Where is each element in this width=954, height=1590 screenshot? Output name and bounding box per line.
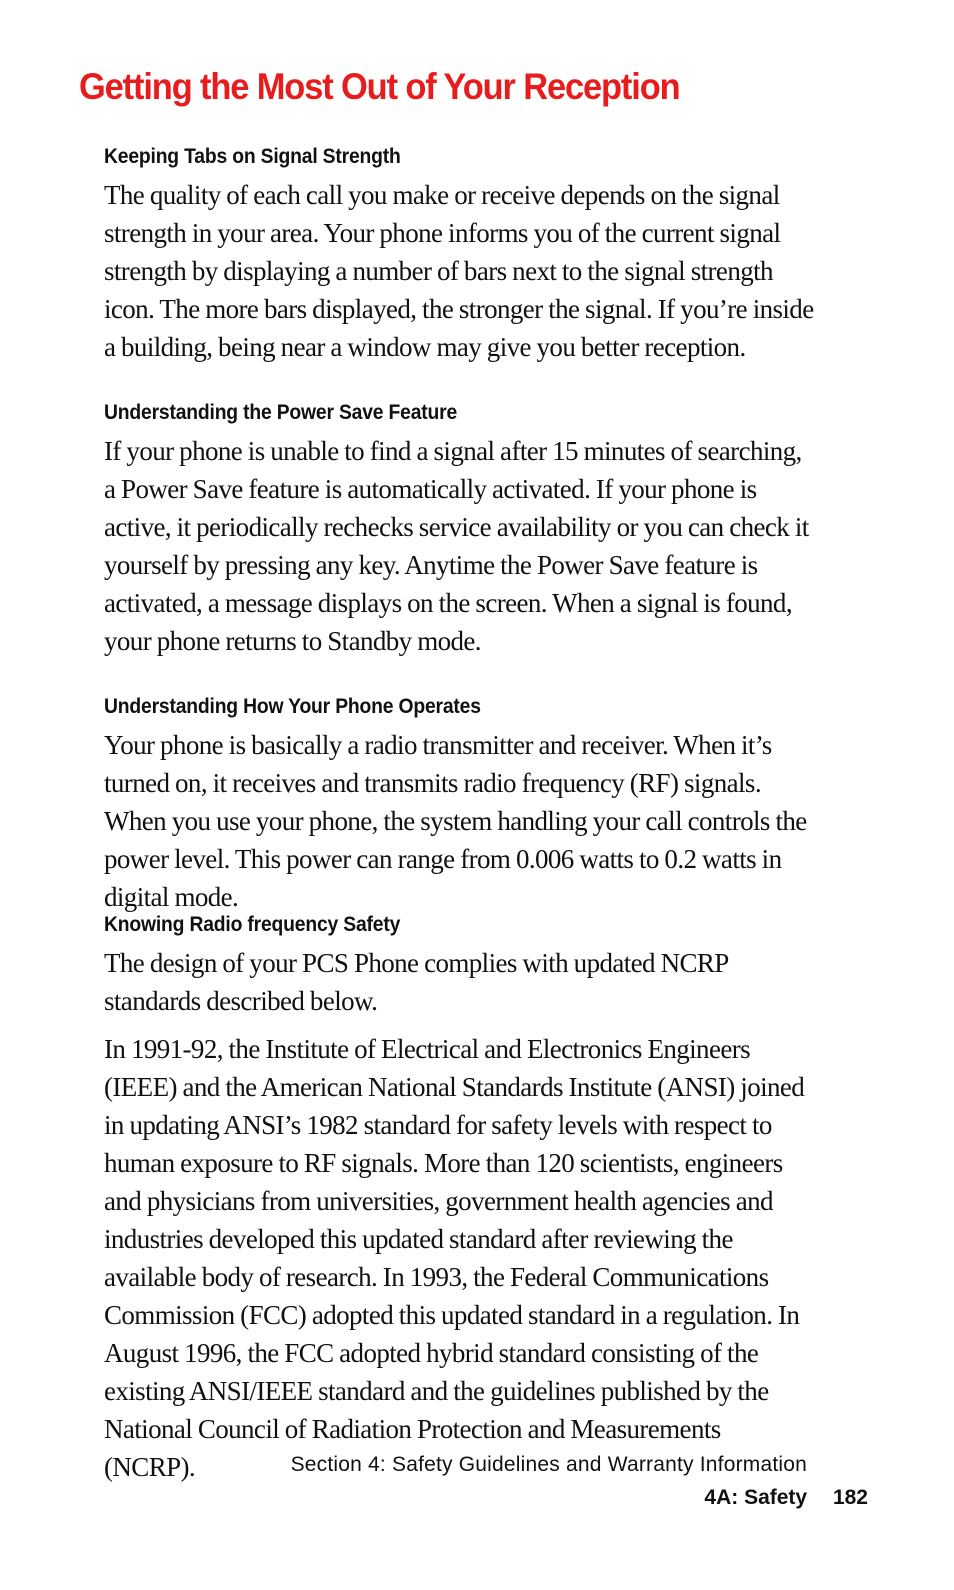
paragraph-rf-safety-intro: The design of your PCS Phone complies with updated NCRP standards described below.	[104, 948, 728, 1016]
footer-section-title: Section 4: Safety Guidelines and Warranty Information	[290, 1453, 807, 1476]
paragraph-phone-operates: Your phone is basically a radio transmitter and receiver. When it’s turned on, it receives and transmits radio frequency (RF) signals. When you use your phone, the system handling your call controls the power level. This power can range from 0.006 watts to 0.2 watts in digital mode.	[104, 730, 807, 912]
paragraph-signal-strength: The quality of each call you make or receive depends on the signal strength in your area. Your phone informs you of the current signal strength by displaying a number of bars next to the signal strength icon. The more bars displayed, the stronger the signal. If you’re inside a building, being near a window may give you better reception.	[104, 180, 814, 362]
section-heading-power-save: Understanding the Power Save Feature	[104, 401, 458, 424]
footer-page-info	[704, 1486, 868, 1510]
page-title: Getting the Most Out of Your Reception	[79, 66, 680, 107]
paragraph-rf-safety-history: In 1991-92, the Institute of Electrical and Electronics Engineers (IEEE) and the American National Standards Institute (ANSI) joined in updating ANSI’s 1982 standard for safety levels with respect to human exposure to RF signals. More than 120 scientists, engineers and physicians from universities, government health agencies and industries developed this updated standard after reviewing the available body of research. In 1993, the Federal Communications Commission (FCC) adopted this updated standard in a regulation. In August 1996, the FCC adopted hybrid standard consisting of the existing ANSI/IEEE standard and the guidelines published by the National Council of Radiation Protection and Measurements (NCRP).	[104, 1034, 805, 1482]
section-heading-rf-safety: Knowing Radio frequency Safety	[104, 913, 401, 936]
paragraph-power-save: If your phone is unable to find a signal after 15 minutes of searching, a Power Save feature is automatically activated. If your phone is active, it periodically rechecks service availability or you can check it yourself by pressing any key. Anytime the Power Save feature is activated, a message displays on the screen. When a signal is found, your phone returns to Standby mode.	[104, 436, 809, 656]
page-number: 182	[832, 1486, 868, 1509]
section-heading-phone-operates: Understanding How Your Phone Operates	[104, 695, 481, 718]
section-heading-signal-strength: Keeping Tabs on Signal Strength	[104, 145, 401, 168]
footer-chapter-label: 4A: Safety	[704, 1486, 808, 1509]
